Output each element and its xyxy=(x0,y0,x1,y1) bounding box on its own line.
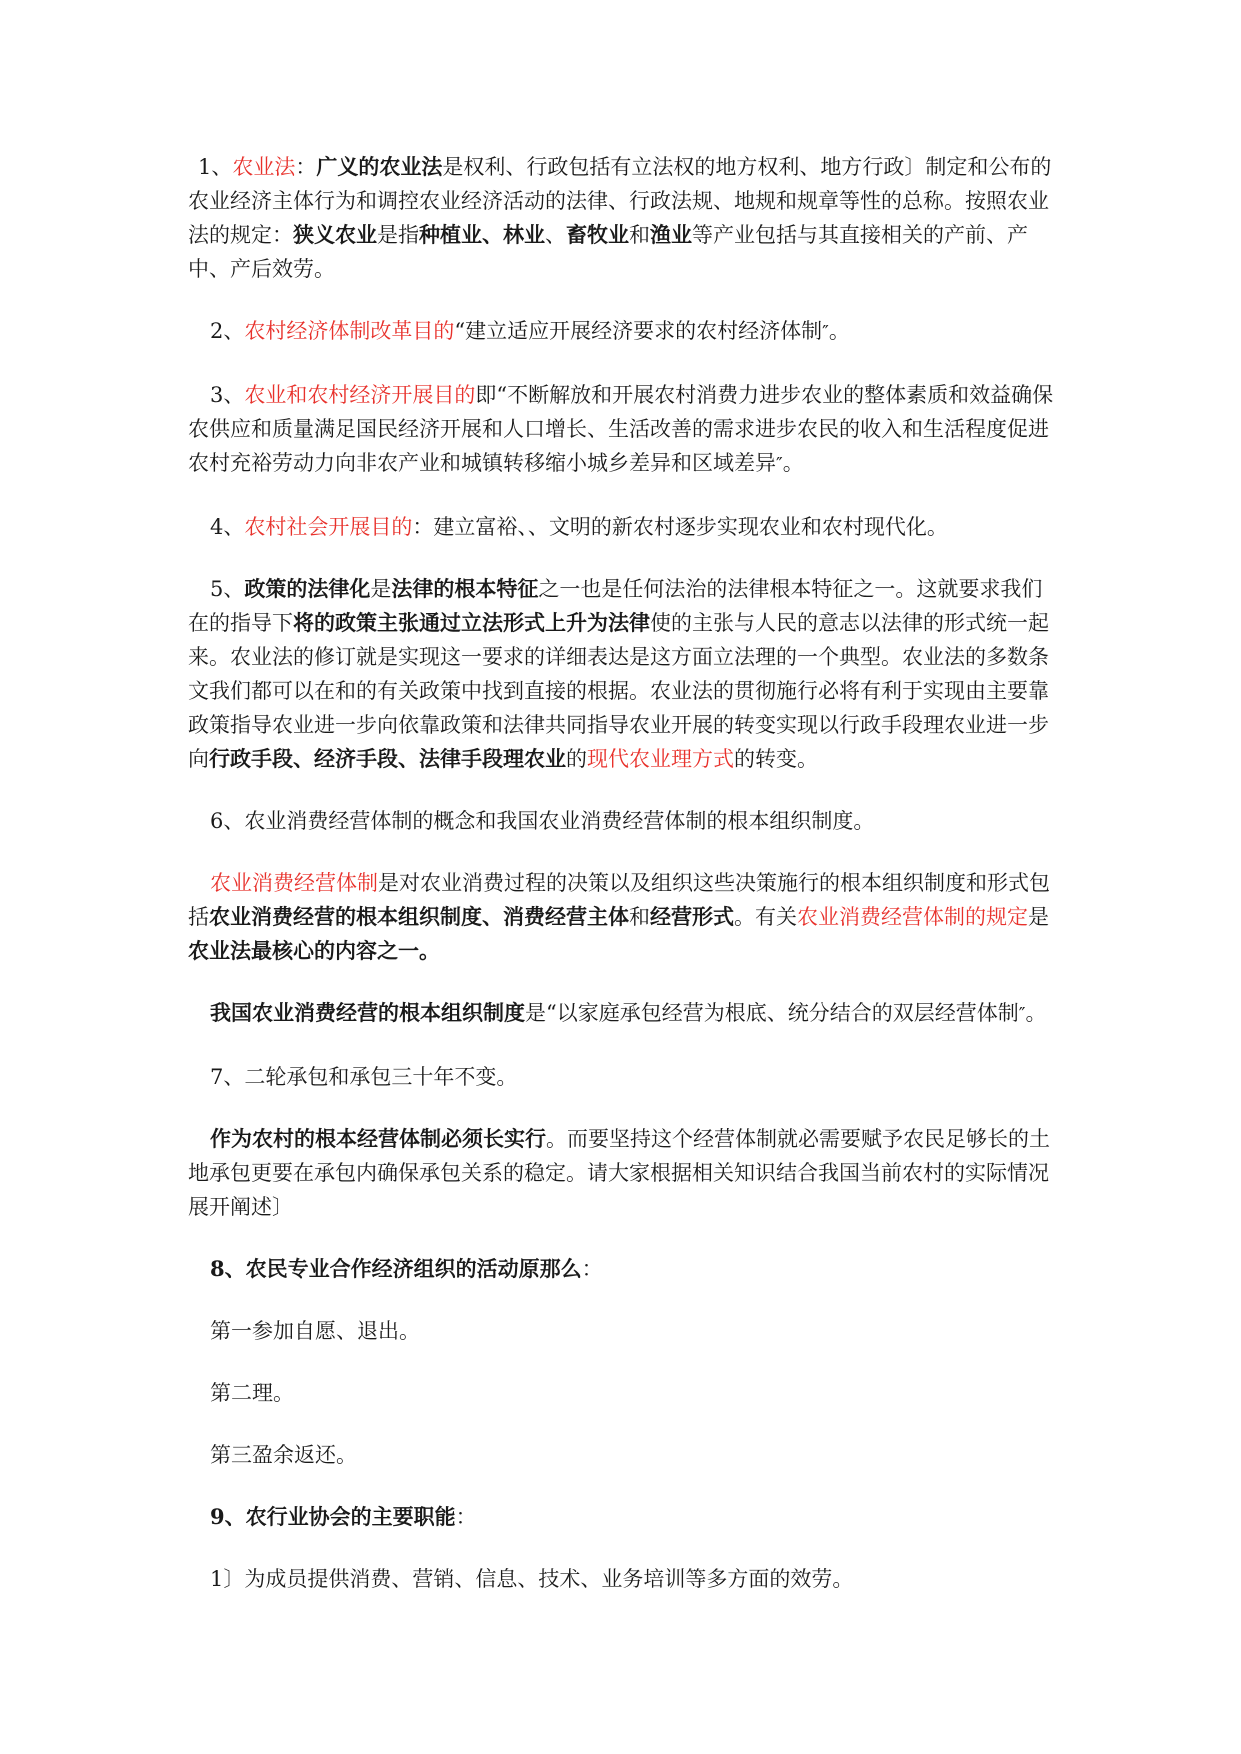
paragraph-16 xyxy=(188,1562,1056,1596)
item-number: 1、 xyxy=(198,155,233,179)
highlight-term: 农村社会开展目的 xyxy=(244,515,413,539)
paragraph-8 xyxy=(188,996,1056,1032)
highlight-term: 农村经济体制改革目的 xyxy=(244,319,455,343)
text: 和 xyxy=(629,223,650,247)
text: 是 xyxy=(1028,905,1049,929)
paragraph-15 xyxy=(188,1500,1056,1534)
bold-term: 行政手段、经济手段、法律手段理农业 xyxy=(209,746,566,771)
text: 和 xyxy=(629,905,650,929)
highlight-term: 农业和农村经济开展目的 xyxy=(244,383,476,407)
bold-term: 畜牧业 xyxy=(566,222,629,247)
text: 。有关 xyxy=(734,905,797,929)
text: ： xyxy=(295,155,317,179)
document-body xyxy=(188,150,1056,1624)
text: ：建立富裕、、文明的新农村逐步实现农业和农村现代化。 xyxy=(412,515,948,539)
bold-term: 法律的根本特征 xyxy=(391,576,539,601)
paragraph-14 xyxy=(188,1438,1056,1472)
highlight-term: 现代农业理方式 xyxy=(587,747,734,771)
text: 6、农业消费经营体制的概念和我国农业消费经营体制的根本组织制度。 xyxy=(210,809,875,833)
paragraph-4 xyxy=(188,510,1056,544)
quote-mark: ″ xyxy=(776,454,783,475)
bold-term: 渔业 xyxy=(650,222,692,247)
bold-term: 广义的农业法 xyxy=(316,154,443,179)
text: 的转变。 xyxy=(734,747,818,771)
bold-term: 农业法最核心的内容之一。 xyxy=(188,938,440,963)
paragraph-3 xyxy=(188,378,1056,482)
item-number: 3、 xyxy=(210,383,245,407)
item-number: 2、 xyxy=(210,319,245,343)
text: 的 xyxy=(566,747,587,771)
text: 是指 xyxy=(377,223,419,247)
text: ： xyxy=(455,1505,477,1529)
item-number: 4、 xyxy=(210,515,245,539)
bold-heading: 8、农民专业合作经济组织的活动原那么 xyxy=(210,1256,582,1281)
text: 1〕为成员提供消费、营销、信息、技术、业务培训等多方面的效劳。 xyxy=(210,1567,854,1591)
item-number: 5、 xyxy=(210,577,245,601)
bold-term: 将的政策主张通过立法形式上升为法律 xyxy=(293,610,650,635)
text: 使的主张与人民的意志以法律的形式统一起来。农业法的修订就是实现这一要求的详细表达是这方面立法理的一个典型。农业法的多数条文我们都可以在和的有关政策中找到直接的根据。农业法的贯彻施行必将有利于实现由主要靠政策指导农业进一步向依靠政策和法律共同指导农业开展的转变实现以行政手段理农业进一步向 xyxy=(188,611,1049,771)
bold-term: 政策的法律化 xyxy=(244,576,371,601)
paragraph-1 xyxy=(188,150,1056,286)
highlight-term: 农业法 xyxy=(232,155,296,179)
bold-heading: 9、农行业协会的主要职能 xyxy=(210,1504,456,1529)
text: 、 xyxy=(545,223,566,247)
text: ： xyxy=(581,1257,603,1281)
text: 第三盈余返还。 xyxy=(210,1443,357,1467)
paragraph-9 xyxy=(188,1060,1056,1094)
text: 。 xyxy=(828,319,850,343)
bold-term: 经营形式 xyxy=(650,904,734,929)
paragraph-11 xyxy=(188,1252,1056,1286)
bold-term: 农业消费经营的根本组织制度、消费经营主体 xyxy=(209,904,629,929)
text: 。而要坚持这个经营体制就必需要赋予农民足够长的土地承包更要在承包内确保承包关系的稳定。请大家根据相关知识结合我国当前农村的实际情况展开阐述〕 xyxy=(188,1127,1050,1219)
bold-term: 作为农村的根本经营体制必须长实行 xyxy=(210,1126,546,1151)
bold-term: 种植业、林业 xyxy=(419,222,545,247)
paragraph-7 xyxy=(188,866,1056,968)
text: 是对农业消费过程的决策以及组织这些决策施行的根本组织制度和形式包括 xyxy=(188,871,1050,929)
paragraph-6 xyxy=(188,804,1056,838)
text: 等产业包括与其直接相关的产前、产中、产后效劳。 xyxy=(188,223,1028,281)
text: “建立适应开展经济要求的农村经济体制 xyxy=(454,319,823,343)
text: 是 xyxy=(370,577,392,601)
text: 第一参加自愿、退出。 xyxy=(210,1319,420,1343)
paragraph-5 xyxy=(188,572,1056,776)
paragraph-13 xyxy=(188,1376,1056,1410)
bold-term: 狭义农业 xyxy=(293,222,377,247)
text: 。 xyxy=(1025,1001,1047,1025)
quote-mark: ″ xyxy=(822,322,829,343)
text: 第二理。 xyxy=(210,1381,294,1405)
paragraph-12 xyxy=(188,1314,1056,1348)
bold-term: 我国农业消费经营的根本组织制度 xyxy=(210,1000,525,1025)
text: 是权利、行政包括有立法权的地方权利、地方行政〕制定和公布的农业经济主体行为和调控农业经济活动的法律、行政法规、地规和规章等性的总称。按照农业法的规定： xyxy=(188,155,1052,247)
highlight-term: 农业消费经营体制 xyxy=(210,871,378,895)
paragraph-2 xyxy=(188,314,1056,350)
text: 7、二轮承包和承包三十年不变。 xyxy=(210,1065,518,1089)
highlight-term: 农业消费经营体制的规定 xyxy=(797,905,1028,929)
text: 是“以家庭承包经营为根底、统分结合的双层经营体制 xyxy=(525,1001,1019,1025)
text: 之一也是任何法治的法律根本特征之一。这就要求我们在的指导下 xyxy=(188,577,1043,635)
text: 即“不断解放和开展农村消费力进步农业的整体素质和效益确保农供应和质量满足国民经济开展和人口增长、生活改善的需求进步农民的收入和生活程度促进农村充裕劳动力向非农产业和城镇转移缩小城乡差异和区域差异 xyxy=(188,383,1054,475)
paragraph-10 xyxy=(188,1122,1056,1224)
text: 。 xyxy=(782,451,804,475)
quote-mark: ″ xyxy=(1018,1004,1026,1025)
